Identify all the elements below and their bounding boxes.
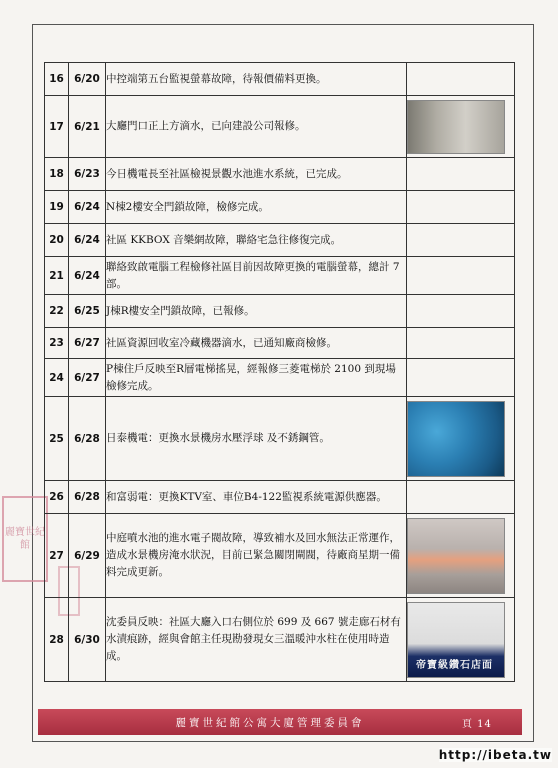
- row-description: 日泰機電：更換水景機房水壓浮球 及不銹鋼管。: [106, 397, 407, 481]
- row-number: 16: [45, 63, 69, 96]
- table-row: [45, 224, 515, 257]
- table-row: [45, 257, 515, 295]
- table-row: [45, 514, 515, 598]
- row-description: J棟R樓安全門鎖故障，已報修。: [106, 295, 407, 328]
- seal-stamp: 麗寶世紀館: [2, 496, 48, 582]
- row-description: 中庭噴水池的進水電子閥故障，導致補水及回水無法正常運作，造成水景機房淹水狀況，目前已緊急關閉閘閥，待廠商星期一備料完成更新。: [106, 514, 407, 598]
- table-row: [45, 96, 515, 158]
- pool-photo: [407, 401, 505, 477]
- row-date: 6/27: [69, 328, 106, 359]
- valve-photo: [407, 518, 505, 594]
- row-date: 6/24: [69, 224, 106, 257]
- table-row: [45, 158, 515, 191]
- table-row: [45, 481, 515, 514]
- row-date: 6/29: [69, 514, 106, 598]
- table-row: [45, 328, 515, 359]
- row-date: 6/28: [69, 397, 106, 481]
- table-row: [45, 63, 515, 96]
- row-number: 20: [45, 224, 69, 257]
- row-description: 今日機電長至社區檢視景觀水池進水系統，已完成。: [106, 158, 407, 191]
- row-date: 6/21: [69, 96, 106, 158]
- photo-cell: [407, 63, 515, 96]
- table-row: [45, 397, 515, 481]
- row-number: 22: [45, 295, 69, 328]
- row-description: 大廳門口正上方滴水，已向建設公司報修。: [106, 96, 407, 158]
- photo-cell: [407, 359, 515, 397]
- row-date: 6/28: [69, 481, 106, 514]
- table-row: [45, 295, 515, 328]
- row-description: 沈委員反映：社區大廳入口右側位於 699 及 667 號走廊石材有水漬痕跡，經與會館主任現勘發現女三溫暖沖水柱在使用時造成。: [106, 598, 407, 682]
- maintenance-log-table: [44, 62, 515, 682]
- photo-cell: [407, 191, 515, 224]
- site-watermark: http://ibeta.tw: [438, 748, 552, 762]
- row-number: 25: [45, 397, 69, 481]
- row-description: 社區資源回收室冷藏機器滴水，已通知廠商檢修。: [106, 328, 407, 359]
- row-date: 6/23: [69, 158, 106, 191]
- row-date: 6/25: [69, 295, 106, 328]
- row-number: 17: [45, 96, 69, 158]
- photo-cell: [407, 328, 515, 359]
- row-number: 21: [45, 257, 69, 295]
- shop-photo: [407, 602, 505, 678]
- row-date: 6/24: [69, 257, 106, 295]
- row-number: 23: [45, 328, 69, 359]
- photo-cell: [407, 158, 515, 191]
- footer-page-number: 頁 14: [462, 718, 492, 730]
- row-number: 18: [45, 158, 69, 191]
- photo-cell: [407, 514, 515, 598]
- row-description: P棟住戶反映至R層電梯搖晃，經報修三菱電梯於 2100 到現場檢修完成。: [106, 359, 407, 397]
- footer-organization: 麗寶世紀館公寓大廈管理委員會: [175, 716, 365, 729]
- table-row: [45, 359, 515, 397]
- photo-cell: [407, 224, 515, 257]
- ceiling-photo: [407, 100, 505, 154]
- photo-cell: [407, 295, 515, 328]
- row-number: 19: [45, 191, 69, 224]
- row-date: 6/24: [69, 191, 106, 224]
- photo-sign-text: 帝寶級鑽石店面: [416, 659, 493, 671]
- row-description: N棟2樓安全門鎖故障，檢修完成。: [106, 191, 407, 224]
- photo-cell: [407, 257, 515, 295]
- row-date: 6/20: [69, 63, 106, 96]
- row-number: 24: [45, 359, 69, 397]
- row-description: 中控端第五台監視螢幕故障，待報價備料更換。: [106, 63, 407, 96]
- row-number: 26: [45, 481, 69, 514]
- row-description: 社區 KKBOX 音樂網故障，聯絡宅急往修復完成。: [106, 224, 407, 257]
- photo-cell: [407, 598, 515, 682]
- row-description: 聯絡致啟電腦工程檢修社區目前因故障更換的電腦螢幕，總計 7 部。: [106, 257, 407, 295]
- photo-cell: [407, 481, 515, 514]
- row-number: 28: [45, 598, 69, 682]
- table-row: [45, 598, 515, 682]
- row-number: 27: [45, 514, 69, 598]
- row-date: 6/30: [69, 598, 106, 682]
- photo-cell: [407, 397, 515, 481]
- page-footer: [38, 709, 522, 735]
- row-date: 6/27: [69, 359, 106, 397]
- photo-cell: [407, 96, 515, 158]
- table-row: [45, 191, 515, 224]
- row-description: 和富弱電：更換KTV室、車位B4-122監視系統電源供應器。: [106, 481, 407, 514]
